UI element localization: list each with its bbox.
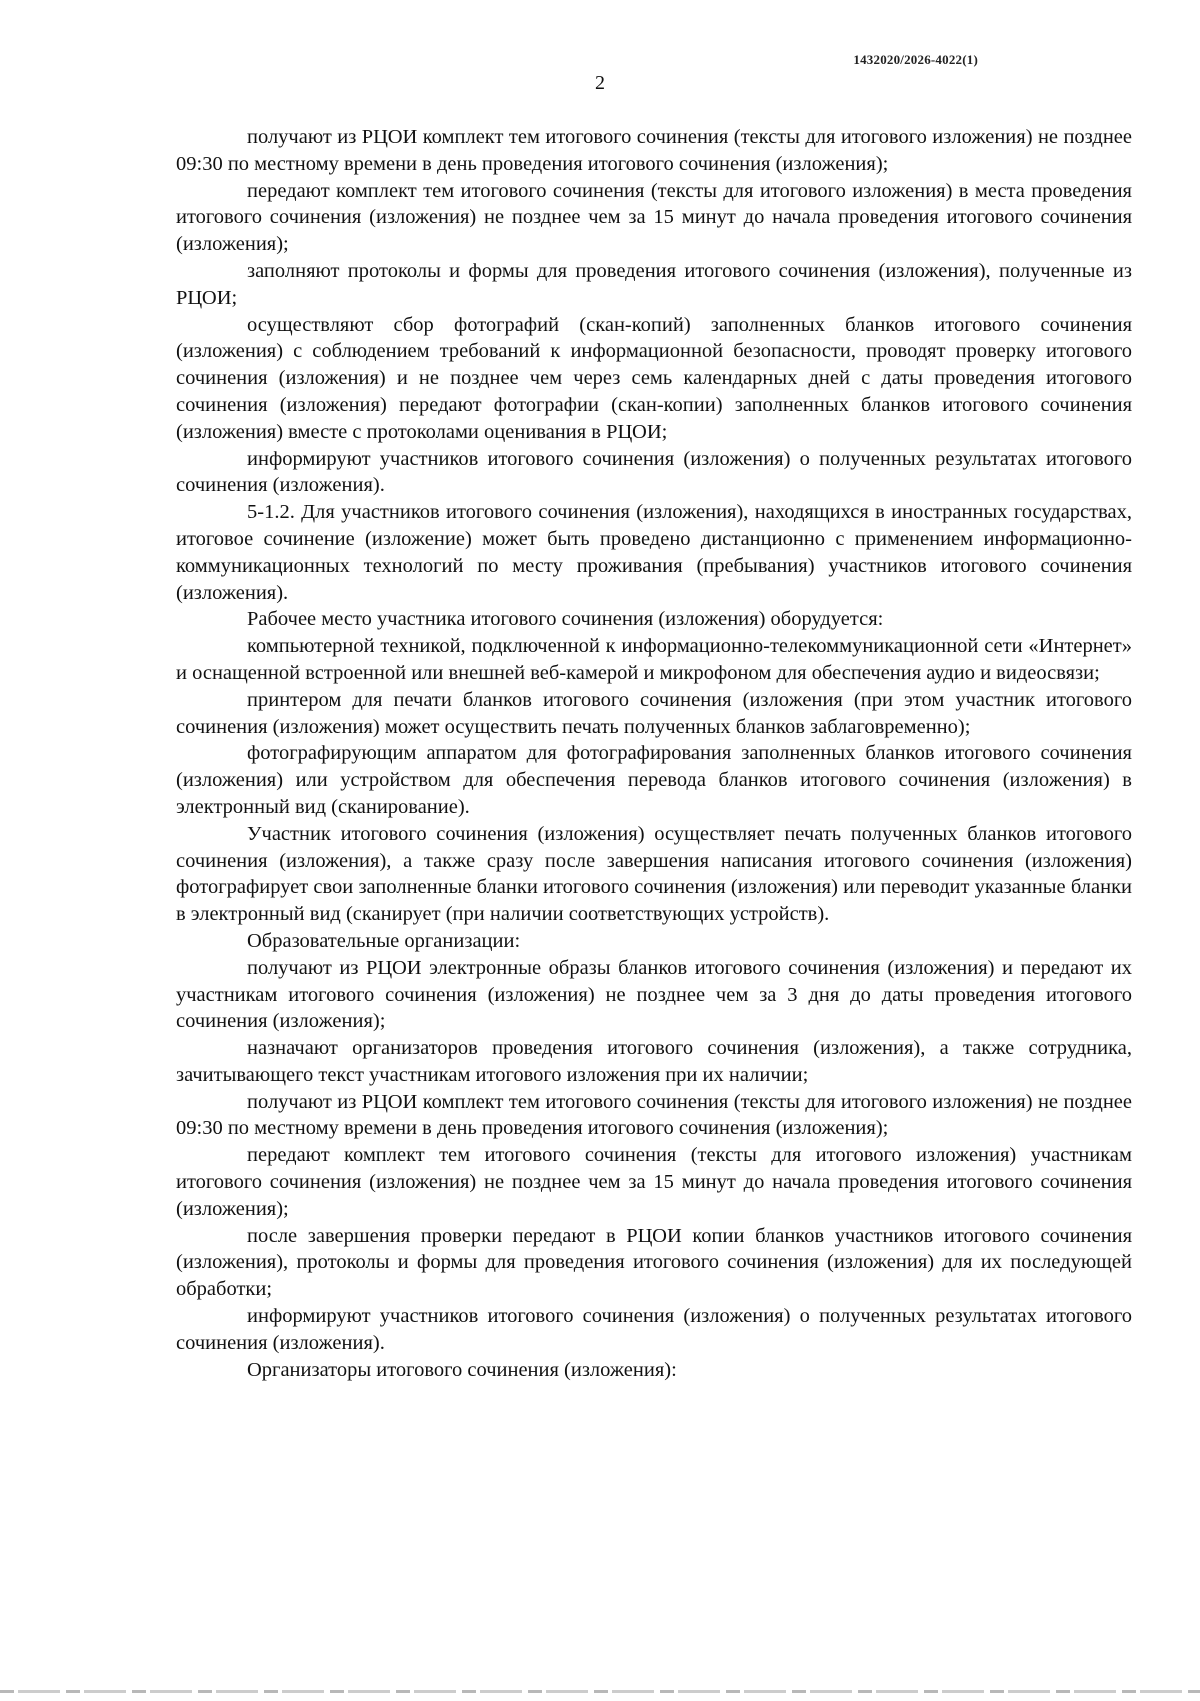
paragraph: осуществляют сбор фотографий (скан-копий) заполненных бланков итогового сочинения (изложения) с соблюдением требований к информационной безопасности, проводят проверку итогового сочинения (изложения) и не позднее чем через семь календарных дней с даты проведения итогового сочинения (изложения) передают фотографии (скан-копии) заполненных бланков итогового сочинения (изложения) вместе с протоколами оценивания в РЦОИ; (176, 313, 1132, 443)
paragraph: Участник итогового сочинения (изложения) осуществляет печать полученных бланков итогового сочинения (изложения), а также сразу после завершения написания итогового сочинения (изложения) фотографирует свои заполненные бланки итогового сочинения (изложения) или переводит указанные бланки в электронный вид (сканирует (при наличии соответствующих устройств). (176, 822, 1132, 926)
paragraph: 5-1.2. Для участников итогового сочинения (изложения), находящихся в иностранных государствах, итоговое сочинение (изложение) может быть проведено дистанционно с применением информационно-коммуникационных технологий по месту проживания (пребывания) участников итогового сочинения (изложения). (176, 501, 1132, 604)
paragraph: фотографирующим аппаратом для фотографирования заполненных бланков итогового сочинения (изложения) или устройством для обеспечения перевода бланков итогового сочинения (изложения) в электронный вид (сканирование). (176, 742, 1132, 818)
paragraph: заполняют протоколы и формы для проведения итогового сочинения (изложения), полученные из РЦОИ; (176, 259, 1132, 309)
scan-edge-line (0, 1690, 1200, 1693)
paragraph: передают комплект тем итогового сочинения (тексты для итогового изложения) участникам итогового сочинения (изложения) не позднее чем за 15 минут до начала проведения итогового сочинения (изложения); (176, 1144, 1132, 1220)
paragraph: получают из РЦОИ комплект тем итогового сочинения (тексты для итогового изложения) не позднее 09:30 по местному времени в день проведения итогового сочинения (изложения); (176, 1090, 1132, 1140)
paragraph: Образовательные организации: (247, 929, 521, 952)
paragraph: информируют участников итогового сочинения (изложения) о полученных результатах итогового сочинения (изложения). (176, 447, 1132, 497)
paragraph: получают из РЦОИ электронные образы бланков итогового сочинения (изложения) и передают их участникам итогового сочинения (изложения) не позднее чем за 3 дня до даты проведения итогового сочинения (изложения); (176, 956, 1132, 1033)
paragraph: после завершения проверки передают в РЦОИ копии бланков участников итогового сочинения (изложения), протоколы и формы для проведения итогового сочинения (изложения) для их последующей обработки; (176, 1224, 1132, 1301)
paragraph: назначают организаторов проведения итогового сочинения (изложения), а также сотрудника, зачитывающего текст участникам итогового изложения при их наличии; (176, 1037, 1132, 1086)
paragraph: получают из РЦОИ комплект тем итогового сочинения (тексты для итогового изложения) не позднее 09:30 по местному времени в день проведения итогового сочинения (изложения); (176, 126, 1132, 175)
paragraph: принтером для печати бланков итогового сочинения (изложения (при этом участник итогового сочинения (изложения) может осуществить печать полученных бланков заблаговременно); (176, 688, 1132, 738)
paragraph: передают комплект тем итогового сочинения (тексты для итогового изложения) в места проведения итогового сочинения (изложения) не позднее чем за 15 минут до начала проведения итогового сочинения (изложения); (176, 179, 1132, 256)
paragraph: информируют участников итогового сочинения (изложения) о полученных результатах итогового сочинения (изложения). (176, 1305, 1132, 1354)
paragraph: компьютерной техникой, подключенной к информационно-телекоммуникационной сети «Интернет» и оснащенной встроенной или внешней веб-камерой и микрофоном для обеспечения аудио и видеосвязи; (176, 635, 1132, 684)
page-number: 2 (595, 72, 605, 94)
paragraph: Рабочее место участника итогового сочинения (изложения) оборудуется: (247, 608, 884, 631)
document-number: 1432020/2026-4022(1) (853, 52, 978, 67)
paragraph: Организаторы итогового сочинения (изложения): (247, 1358, 677, 1381)
document-body (176, 124, 1132, 1383)
